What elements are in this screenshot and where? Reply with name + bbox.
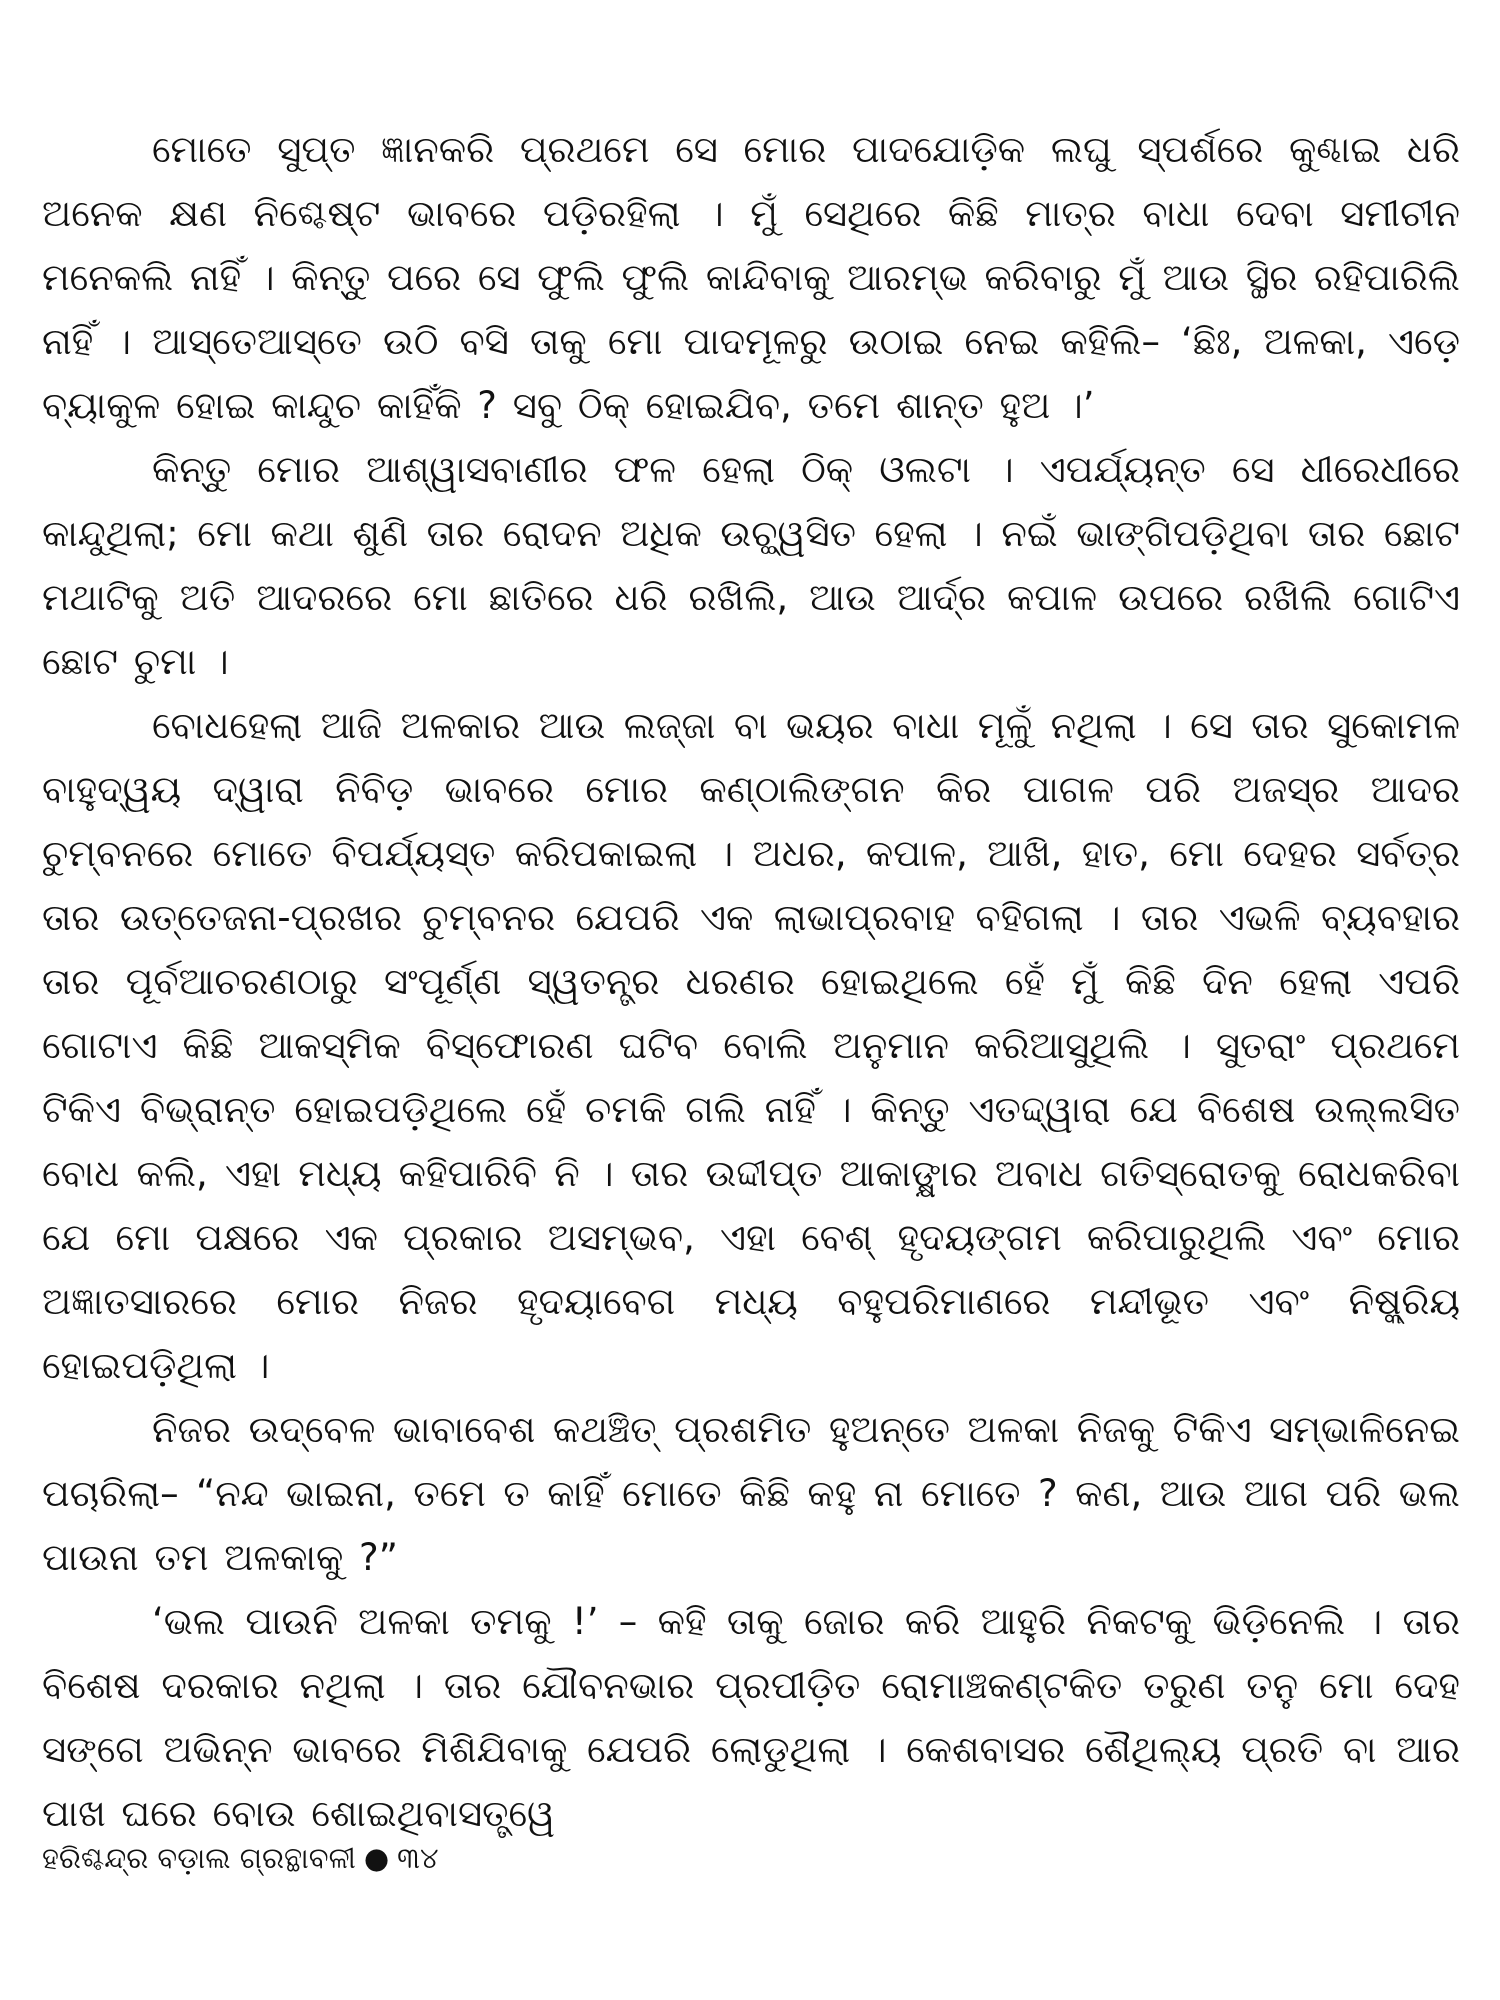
- paragraph-5: ‘ଭଲ ପାଉନି ଅଳକା ତମକୁ !’ – କହି ତାକୁ ଜୋର କରି ଆହୁରି ନିକଟକୁ ଭିଡ଼ିନେଲି । ତାର ବିଶେଷ ଦରକାର ନଥିଲା । ତାର ଯୌବନଭାର ପ୍ରପୀଡ଼ିତ ରୋମାଞ୍ଚକଣ୍ଟକିତ ତରୁଣ ତନୁ ମୋ ଦେହ ସଙ୍ଗେ ଅଭିନ୍ନ ଭାବରେ ମିଶିଯିବାକୁ ଯେପରି ଲୋଡୁଥିଲା । କେଶବାସର ଶୈଥିଲ୍ୟ ପ୍ରତି ବା ଆର ପାଖ ଘରେ ବୋଉ ଶୋଇଥିବାସତ୍ତ୍ୱେ: [42, 1600, 1460, 1835]
- page-body: [42, 118, 1460, 1846]
- book-title: ହରିଶ୍ଚନ୍ଦ୍ର ବଡ଼ାଲ ଗ୍ରନ୍ଥାବଳୀ: [42, 1841, 356, 1875]
- paragraph-4: ନିଜର ଉଦ୍‌ବେଳ ଭାବାବେଶ କଥଞ୍ଚିତ୍ ପ୍ରଶମିତ ହୁଅନ୍ତେ ଅଳକା ନିଜକୁ ଟିକିଏ ସମ୍ଭାଳିନେଇ ପଚାରିଲା– “ନନ୍ଦ ଭାଇନା, ତମେ ତ କାହିଁ ମୋତେ କିଛି କହୁ ନା ମୋତେ ? କଣ, ଆଉ ଆଗ ପରି ଭଲ ପାଉନା ତମ ଅଳକାକୁ ?”: [42, 1408, 1460, 1579]
- page-footer: [42, 1838, 439, 1878]
- paragraph-3: ବୋଧହେଲା ଆଜି ଅଳକାର ଆଉ ଲଜ୍ଜା ବା ଭୟର ବାଧା ମୂଳୁଁ ନଥିଲା । ସେ ତାର ସୁକୋମଳ ବାହୁଦ୍ୱୟ ଦ୍ୱାରା ନିବିଡ଼ ଭାବରେ ମୋର କଣ୍ଠାଲିଙ୍ଗନ କିର ପାଗଳ ପରି ଅଜସ୍ର ଆଦର ଚୁମ୍ବନରେ ମୋତେ ବିପର୍ଯ୍ୟସ୍ତ କରିପକାଇଲା । ଅଧର, କପାଳ, ଆଖି, ହାତ, ମୋ ଦେହର ସର୍ବତ୍ର ତାର ଉତ୍ତେଜନା-ପ୍ରଖର ଚୁମ୍ବନର ଯେପରି ଏକ ଲାଭାପ୍ରବାହ ବହିଗଲା । ତାର ଏଭଳି ବ୍ୟବହାର ତାର ପୂର୍ବଆଚରଣଠାରୁ ସଂପୂର୍ଣ୍ଣ ସ୍ୱତନ୍ତ୍ର ଧରଣର ହୋଇଥିଲେ ହେଁ ମୁଁ କିଛି ଦିନ ହେଲା ଏପରି ଗୋଟାଏ କିଛି ଆକସ୍ମିକ ବିସ୍ଫୋରଣ ଘଟିବ ବୋଲି ଅନୁମାନ କରିଆସୁଥିଲି । ସୁତରାଂ ପ୍ରଥମେ ଟିକିଏ ବିଭ୍ରାନ୍ତ ହୋଇପଡ଼ିଥିଲେ ହେଁ ଚମକି ଗଲି ନାହିଁ । କିନ୍ତୁ ଏତଦ୍ଦ୍ୱାରା ଯେ ବିଶେଷ ଉଲ୍ଲସିତ ବୋଧ କଲି, ଏହା ମଧ୍ୟ କହିପାରିବି ନି । ତାର ଉଦ୍ଦୀପ୍ତ ଆକାଙ୍କ୍ଷାର ଅବାଧ ଗତିସ୍ରୋତକୁ ରୋଧକରିବା ଯେ ମୋ ପକ୍ଷରେ ଏକ ପ୍ରକାର ଅସମ୍ଭବ, ଏହା ବେଶ୍ ହୃଦୟଙ୍ଗମ କରିପାରୁଥିଲି ଏବଂ ମୋର ଅଜ୍ଞାତସାରରେ ମୋର ନିଜର ହୃଦୟାବେଗ ମଧ୍ୟ ବହୁପରିମାଣରେ ମନ୍ଦୀଭୂତ ଏବଂ ନିଷ୍କ୍ରିୟ ହୋଇପଡ଼ିଥିଲା ।: [42, 704, 1460, 1387]
- paragraph-1: ମୋତେ ସୁପ୍ତ ଜ୍ଞାନକରି ପ୍ରଥମେ ସେ ମୋର ପାଦଯୋଡ଼ିକ ଲଘୁ ସ୍ପର୍ଶରେ କୁଣ୍ଢାଇ ଧରି ଅନେକ କ୍ଷଣ ନିଶ୍ଚେଷ୍ଟ ଭାବରେ ପଡ଼ିରହିଲା । ମୁଁ ସେଥିରେ କିଛି ମାତ୍ର ବାଧା ଦେବା ସମୀଚୀନ ମନେକଲି ନାହିଁ । କିନ୍ତୁ ପରେ ସେ ଫୁଲି ଫୁଲି କାନ୍ଦିବାକୁ ଆରମ୍ଭ କରିବାରୁ ମୁଁ ଆଉ ସ୍ଥିର ରହିପାରିଲି ନାହିଁ । ଆସ୍ତେଆସ୍ତେ ଉଠି ବସି ତାକୁ ମୋ ପାଦମୂଳରୁ ଉଠାଇ ନେଇ କହିଲି– ‘ଛିଃ, ଅଳକା, ଏଡ଼େ ବ୍ୟାକୁଳ ହୋଇ କାନ୍ଦୁଚ କାହିଁକି ? ସବୁ ଠିକ୍ ହୋଇଯିବ, ତମେ ଶାନ୍ତ ହୁଅ ।’: [42, 128, 1460, 427]
- bullet-icon: ●: [363, 1841, 390, 1875]
- page-number: ୩୪: [397, 1841, 439, 1875]
- paragraph-2: କିନ୍ତୁ ମୋର ଆଶ୍ୱାସବାଣୀର ଫଳ ହେଲା ଠିକ୍ ଓଲଟା । ଏପର୍ଯ୍ୟନ୍ତ ସେ ଧୀରେଧୀରେ କାନ୍ଦୁଥିଲା; ମୋ କଥା ଶୁଣି ତାର ରୋଦନ ଅଧିକ ଉଚ୍ଛ୍ୱସିତ ହେଲା । ନଇଁ ଭାଙ୍ଗିପଡ଼ିଥିବା ତାର ଛୋଟ ମଥାଟିକୁ ଅତି ଆଦରରେ ମୋ ଛାତିରେ ଧରି ରଖିଲି, ଆଉ ଆର୍ଦ୍ର କପାଳ ଉପରେ ରଖିଲି ଗୋଟିଏ ଛୋଟ ଚୁମା ।: [42, 448, 1460, 683]
